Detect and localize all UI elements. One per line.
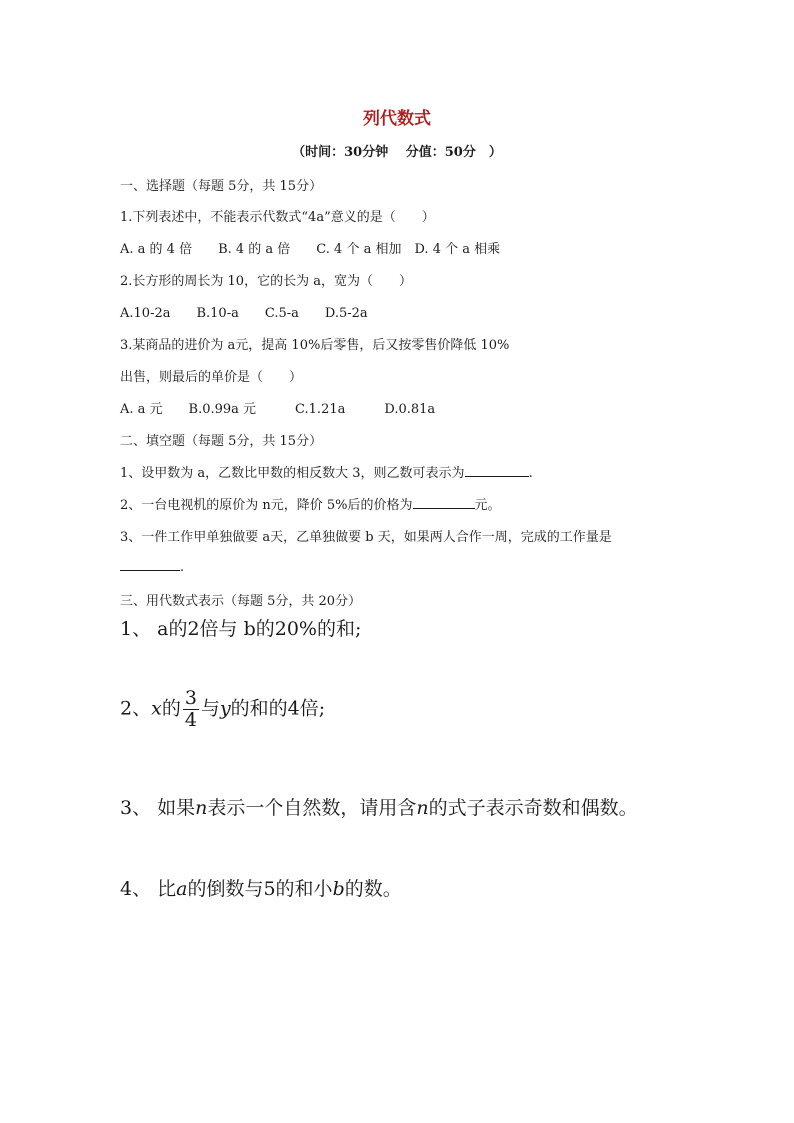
page-subtitle: （时间：30分钟 分值：50分 ） [292,145,502,160]
fill-q2-end: 元。 [474,498,501,513]
expr-q2-fraction [183,688,199,731]
fill-q3-blank [120,558,180,571]
expr-q3-part3: 的式子表示奇数和偶数。 [428,797,638,819]
expr-q3-part2: 表示一个自然数，请用含 [207,797,417,819]
expr-q4-var-a: a [176,878,188,900]
expr-q3 [120,793,638,820]
fill-q1 [120,462,533,481]
expr-q3-var-n-2: n [416,797,429,819]
fill-q1-text: 1、设甲数为 a，乙数比甲数的相反数大 3，则乙数可表示为 [120,466,465,481]
expr-q2-suffix: 的和的4倍; [230,697,326,720]
q2-options: A.10-2a B.10-a C.5-a D.5-2a [120,306,368,321]
fill-q2-blank [413,496,475,509]
fraction-denominator: 4 [184,708,197,731]
expr-q3-var-n: n [195,797,208,819]
expr-q2-prefix: 2、 [120,697,152,720]
fill-q3-end: . [180,560,185,575]
expr-q1: 1、 a的2倍与 b的20%的和; [120,618,362,640]
expr-q3-part1: 3、 如果 [120,797,196,819]
expr-q4-part2: 的倒数与5的和小 [187,878,333,900]
fill-q1-end: . [528,466,533,481]
section1-heading: 一、选择题（每题 5分，共 15分） [120,179,323,194]
q1-options: A. a 的 4 倍 B. 4 的 a 倍 C. 4 个 a 相加 D. 4 个 a 相乘 [120,242,501,257]
fill-q2-text: 2、一台电视机的原价为 n元，降价 5%后的价格为 [120,498,413,513]
expr-q4-part1: 4、 比 [120,878,177,900]
page-title: 列代数式 [363,109,431,129]
expr-q2-var-x: x [151,697,162,720]
q3-options: A. a 元 B.0.99a 元 C.1.21a D.0.81a [120,402,436,417]
expr-q2 [120,688,325,731]
section2-heading: 二、填空题（每题 5分，共 15分） [120,434,323,449]
expr-q2-de: 的 [161,697,181,720]
fraction-numerator: 3 [184,687,197,709]
expr-q4 [120,874,402,901]
expr-q2-yu: 与 [200,697,220,720]
expr-q4-part3: 的数。 [344,878,402,900]
expr-q4-var-b: b [332,878,345,900]
fill-q1-blank [465,464,529,477]
q3-stem-line1: 3.某商品的进价为 a元，提高 10%后零售，后又按零售价降低 10% [120,338,510,353]
q1-stem: 1.下列表述中，不能表示代数式“4a”意义的是（ ） [120,210,435,225]
fill-q3-line1: 3、一件工作甲单独做要 a天，乙单独做要 b 天，如果两人合作一周，完成的工作量是 [120,530,612,545]
q2-stem: 2.长方形的周长为 10，它的长为 a，宽为（ ） [120,274,412,289]
fill-q3-line2 [120,558,184,575]
expr-q2-var-y: y [219,697,231,720]
q3-stem-line2: 出售，则最后的单价是（ ） [120,370,303,385]
section3-heading: 三、用代数式表示（每题 5分，共 20分） [120,594,362,609]
fill-q2 [120,494,501,513]
